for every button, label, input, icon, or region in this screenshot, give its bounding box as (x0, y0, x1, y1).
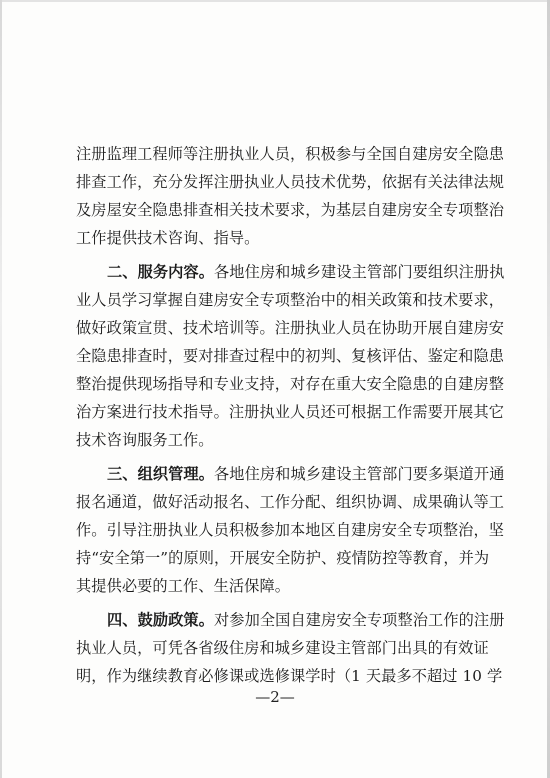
section-service-content (76, 258, 505, 454)
text-line: 整治提供现场指导和专业支持，对存在重大安全隐患的自建房整 (76, 375, 505, 393)
section-incentive-policy (76, 606, 505, 690)
text-fragment: 各地住房和城乡建设主管部门要多渠道开通 (214, 465, 505, 483)
scan-edge-top (0, 0, 550, 2)
section-organization-management (76, 460, 505, 600)
text-line: 治方案进行技术指导。注册执业人员还可根据工作需要开展其它 (76, 403, 505, 421)
document-body (76, 140, 505, 690)
text-line: 做好政策宣贯、技术培训等。注册执业人员在协助开展自建房安 (76, 319, 505, 337)
text-line: 执业人员，可凭各省级住房和城乡建设主管部门出具的有效证 (76, 639, 489, 657)
text-line: 明，作为继续教育必修课或选修课学时（1 天最多不超过 10 学 (76, 667, 503, 685)
section-heading: 四、鼓励政策。 (107, 611, 215, 629)
text-line (76, 460, 505, 488)
text-line: 技术咨询服务工作。 (76, 431, 214, 449)
text-line: 报名通道，做好活动报名、工作分配、组织协调、成果确认等工 (76, 493, 505, 511)
text-line (76, 258, 505, 286)
text-fragment: 各地住房和城乡建设主管部门要组织注册执 (214, 263, 505, 281)
text-line: 其提供必要的工作、生活保障。 (76, 577, 291, 595)
paragraph-continuation (76, 140, 505, 252)
text-line: 全隐患排查时，要对排查过程中的初判、复核评估、鉴定和隐患 (76, 347, 505, 365)
scan-edge-left (0, 0, 2, 778)
text-line: 业人员学习掌握自建房安全专项整治中的相关政策和技术要求， (76, 291, 505, 309)
text-line: 及房屋安全隐患排查相关技术要求，为基层自建房安全专项整治 (76, 201, 505, 219)
text-line: 注册监理工程师等注册执业人员，积极参与全国自建房安全隐患 (76, 145, 505, 163)
text-line (76, 606, 505, 634)
text-line: 排查工作，充分发挥注册执业人员技术优势，依据有关法律法规 (76, 173, 505, 191)
text-line: 持“安全第一”的原则，开展安全防护、疫情防控等教育，并为 (76, 549, 490, 567)
text-line: 工作提供技术咨询、指导。 (76, 229, 260, 247)
section-heading: 二、服务内容。 (107, 263, 215, 281)
section-heading: 三、组织管理。 (107, 465, 215, 483)
text-line: 作。引导注册执业人员积极参加本地区自建房安全专项整治，坚 (76, 521, 505, 539)
page-number: —2— (255, 688, 295, 706)
text-fragment: 对参加全国自建房安全专项整治工作的注册 (214, 611, 505, 629)
